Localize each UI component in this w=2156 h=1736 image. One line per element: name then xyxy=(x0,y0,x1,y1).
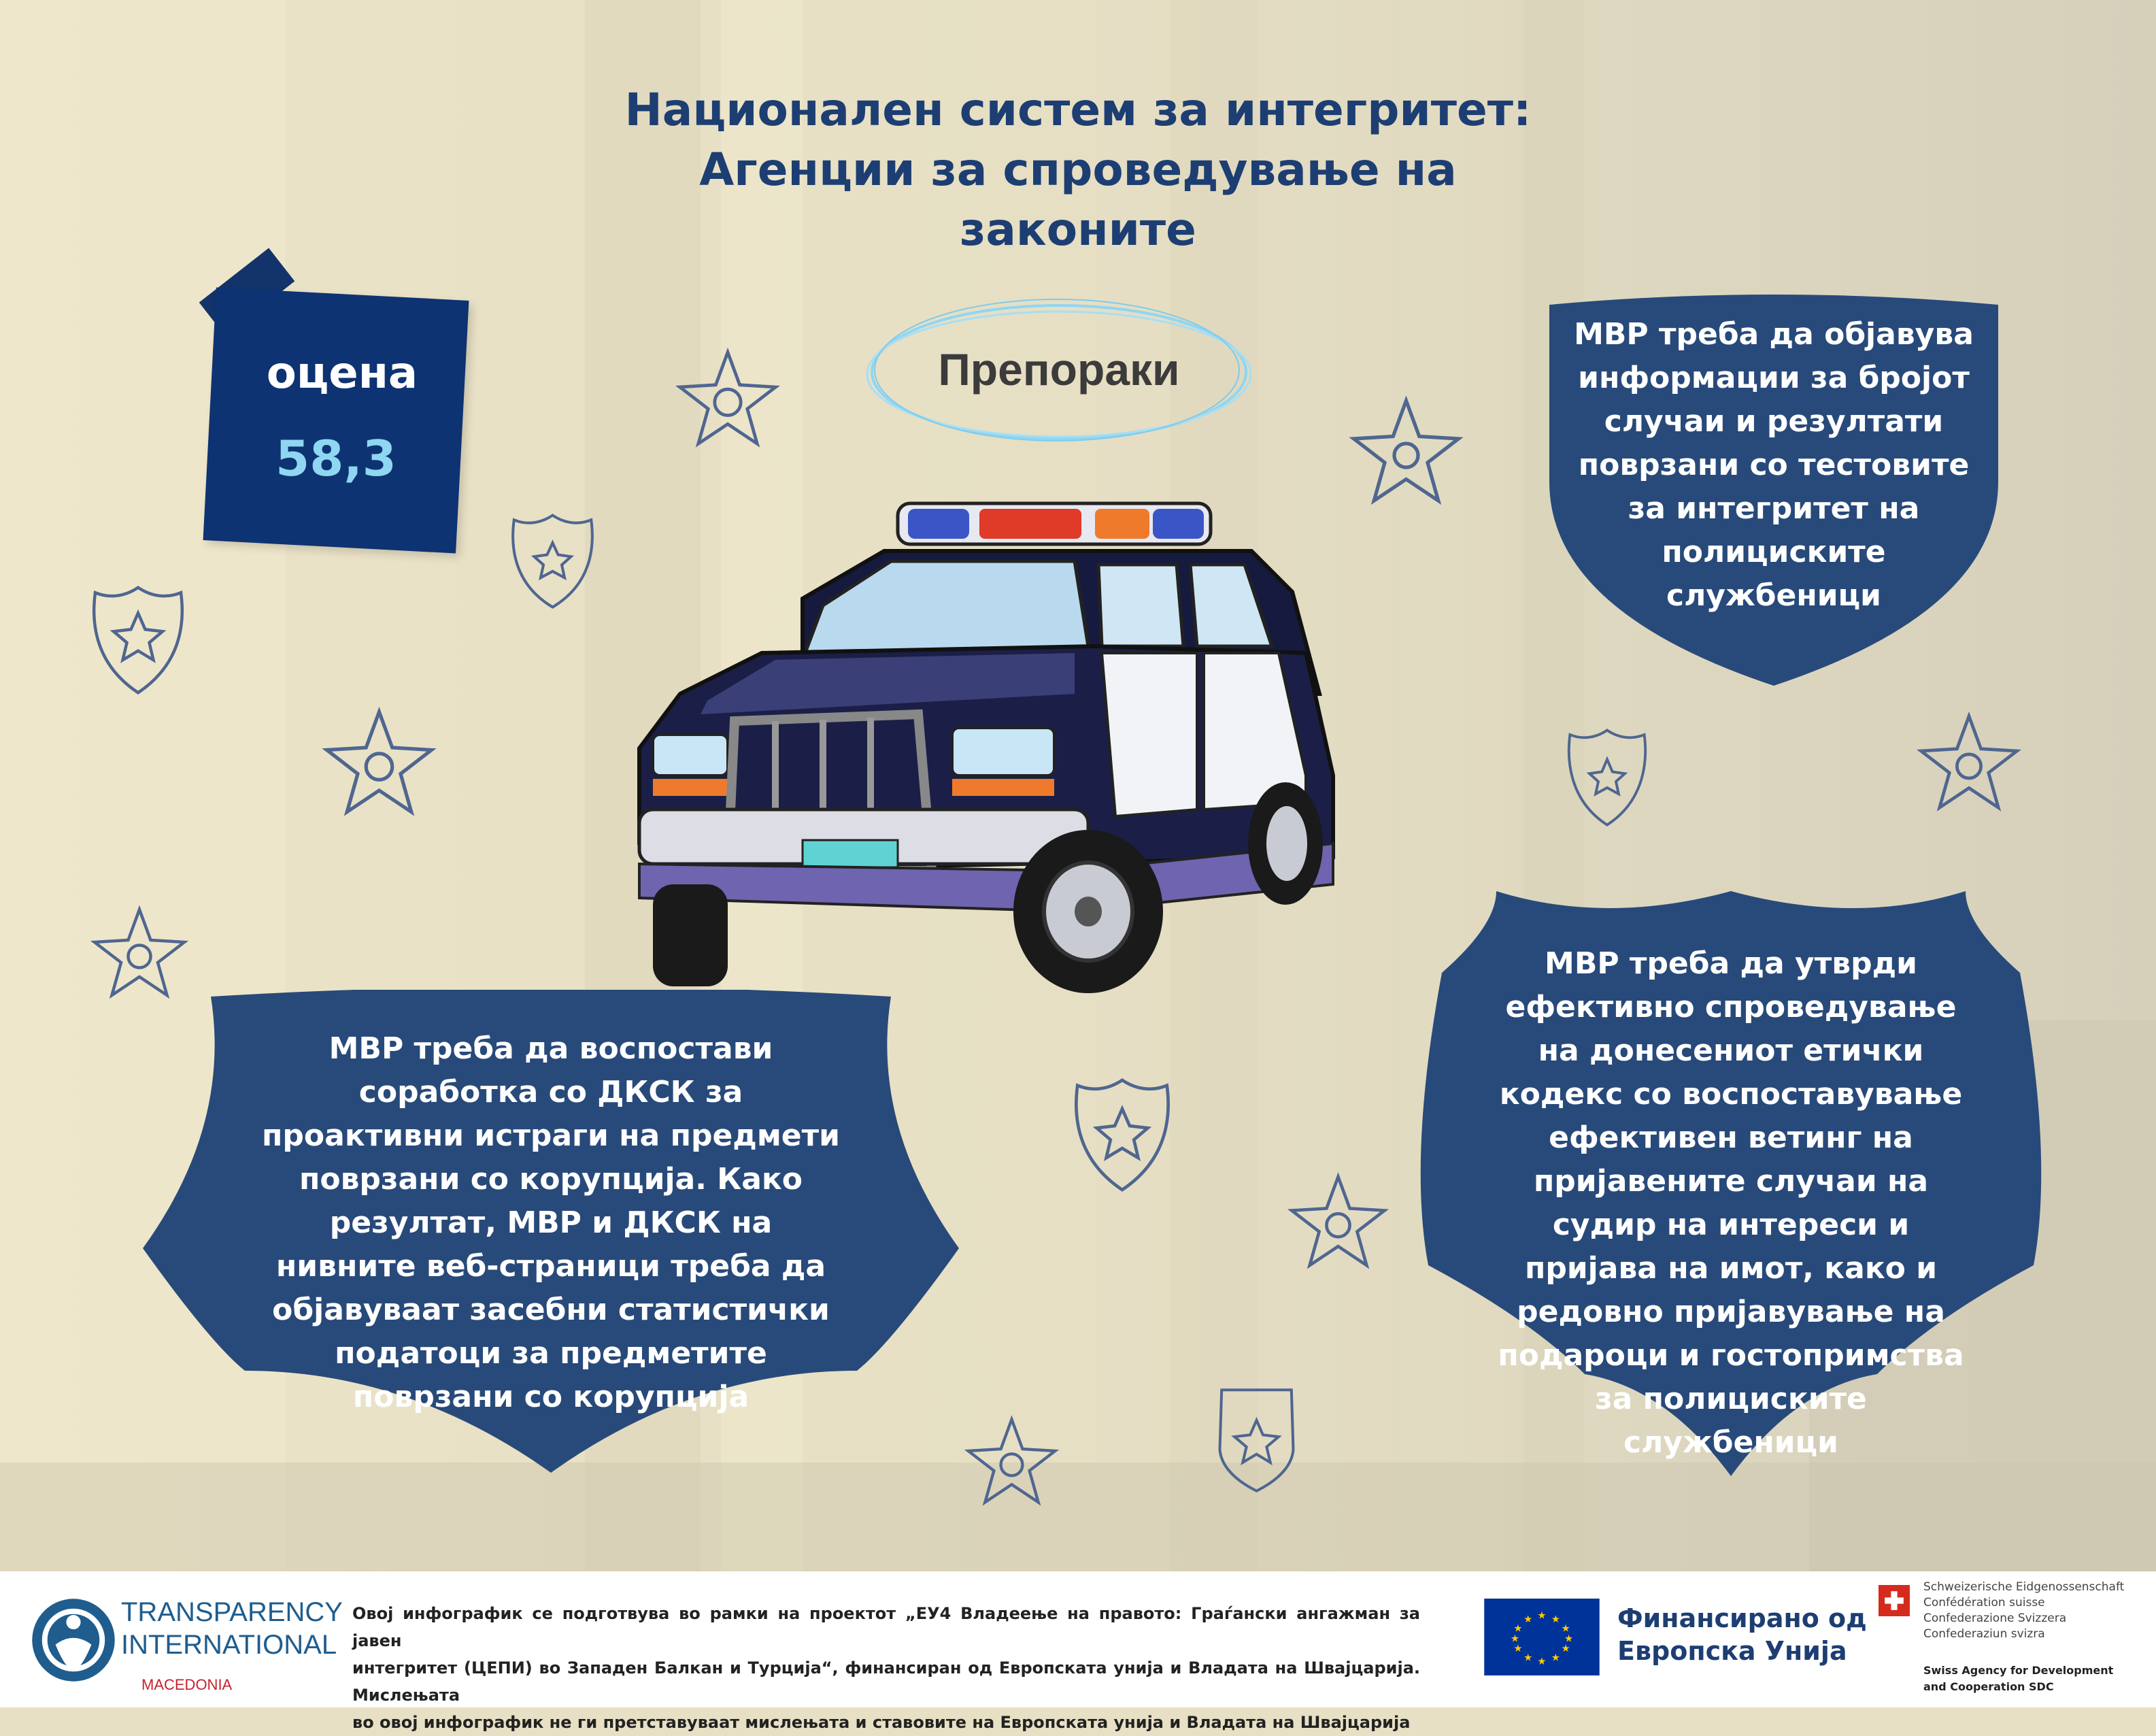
recommendation-3-line: службеници xyxy=(1623,1425,1838,1460)
recommendation-3-line: кодекс со воспоставување xyxy=(1499,1077,1963,1112)
ti-name-line-2: INTERNATIONAL xyxy=(121,1630,337,1660)
recommendation-1-line: поврзани со тестовите xyxy=(1578,448,1970,482)
recommendation-2-line: податоци за предметите xyxy=(335,1336,767,1371)
svg-text:★: ★ xyxy=(1551,1614,1560,1626)
recommendation-3-line: МВР треба да утврди xyxy=(1545,946,1917,981)
recommendation-1-line: за интегритет на xyxy=(1628,491,1920,526)
sheriff-star-icon-2 xyxy=(1347,391,1466,510)
recommendation-1-line: службеници xyxy=(1666,578,1881,613)
eu-funding-line-1: Финансирано од xyxy=(1617,1603,1867,1633)
recommendation-3-line: за полициските xyxy=(1595,1382,1867,1416)
recommendation-1-line: МВР треба да објавува xyxy=(1574,317,1974,352)
score-label: оцена xyxy=(266,348,418,399)
eu-funding-line-2: Европска Унија xyxy=(1617,1636,1847,1666)
svg-text:★: ★ xyxy=(1537,1656,1547,1668)
sheriff-star-icon-5 xyxy=(1915,707,2023,816)
svg-text:★: ★ xyxy=(1537,1609,1547,1622)
police-badge-icon-5 xyxy=(1211,1384,1302,1497)
recommendation-2-line: нивните веб-страници треба да xyxy=(275,1249,826,1284)
recommendation-3-line: редовно пријавување на xyxy=(1517,1295,1945,1329)
sheriff-star-icon-7 xyxy=(962,1412,1061,1510)
sheriff-star-icon-3 xyxy=(320,697,439,827)
recommendation-3-line: пријавените случаи на xyxy=(1533,1164,1929,1199)
swiss-confederation-line: Schweizerische Eidgenossenschaft xyxy=(1923,1580,2125,1594)
recommendation-3-line: ефективен ветинг на xyxy=(1549,1120,1913,1155)
recommendation-3 xyxy=(1401,942,2061,1465)
page-title xyxy=(0,80,2156,260)
recommendations-label: Препораки xyxy=(938,344,1180,395)
police-car-icon xyxy=(599,490,1353,1020)
svg-text:★: ★ xyxy=(1523,1652,1533,1664)
sheriff-star-icon xyxy=(673,344,782,452)
recommendation-1-line: случаи и резултати xyxy=(1604,404,1944,439)
svg-text:★: ★ xyxy=(1523,1614,1533,1626)
recommendation-3-line: ефективно спроведување xyxy=(1505,990,1957,1024)
sdc-line: Swiss Agency for Development xyxy=(1923,1664,2114,1677)
disclaimer-line: интегритет (ЦЕПИ) во Западен Балкан и Турција“, финансиран од Европската унија и Владата на Швајцарија. Мислењата xyxy=(352,1658,1420,1705)
title-line-2: Агенции за спроведување на xyxy=(699,144,1457,196)
svg-text:★: ★ xyxy=(1561,1622,1570,1635)
score-value: 58,3 xyxy=(275,430,397,487)
recommendation-2 xyxy=(136,1027,966,1419)
score-card xyxy=(203,288,469,554)
recommendation-3-line: пријава на имот, како и xyxy=(1524,1251,1938,1286)
police-badge-icon-3 xyxy=(1563,724,1651,833)
sdc-line: and Cooperation SDC xyxy=(1923,1680,2054,1693)
ti-subtitle: MACEDONIA xyxy=(141,1676,233,1693)
svg-text:★: ★ xyxy=(1513,1622,1523,1635)
swiss-flag-icon xyxy=(1879,1585,1910,1616)
recommendation-1-line: полициските xyxy=(1662,535,1886,569)
transparency-international-logo-icon xyxy=(29,1595,118,1685)
recommendation-3-line: судир на интереси и xyxy=(1552,1207,1910,1242)
disclaimer xyxy=(352,1600,1420,1736)
swiss-confederation-line: Confederazione Svizzera xyxy=(1923,1612,2067,1625)
recommendation-2-line: проактивни истраги на предмети xyxy=(262,1118,840,1153)
ti-name-line-1: TRANSPARENCY xyxy=(121,1597,343,1627)
recommendation-2-line: објавуваат засебни статистички xyxy=(272,1292,830,1327)
disclaimer-line: во овој инфографик не ги претставуваат мислењата и ставовите на Европската унија и Владата на Швајцарија xyxy=(352,1713,1411,1732)
recommendation-2-line: резултат, МВР и ДКСК на xyxy=(329,1205,773,1240)
svg-text:★: ★ xyxy=(1561,1642,1570,1654)
swiss-confederation-line: Confederaziun svizra xyxy=(1923,1627,2045,1641)
svg-text:★: ★ xyxy=(1551,1652,1560,1664)
title-line-1: Национален систем за интегритет: xyxy=(624,84,1532,136)
eu-flag-icon xyxy=(1484,1599,1600,1675)
police-badge-icon-2 xyxy=(87,582,189,701)
title-line-3: законите xyxy=(960,203,1196,256)
recommendation-3-line: подароци и гостопримства xyxy=(1498,1338,1964,1373)
recommendation-1-line: информации за бројот xyxy=(1578,361,1970,395)
police-badge-icon-4 xyxy=(1068,1075,1177,1197)
recommendation-2-line: соработка со ДКСК за xyxy=(358,1075,743,1109)
sheriff-star-icon-6 xyxy=(1285,1163,1391,1279)
recommendation-1 xyxy=(1536,313,2012,618)
svg-text:★: ★ xyxy=(1564,1633,1574,1645)
swiss-confederation-line: Confédération suisse xyxy=(1923,1596,2045,1609)
svg-text:★: ★ xyxy=(1510,1633,1520,1645)
police-badge-icon xyxy=(507,510,599,612)
disclaimer-line: Овој инфографик се подготвува во рамки на проектот „ЕУ4 Владеење на правото: Граѓански ангажман за јавен xyxy=(352,1604,1420,1650)
recommendation-2-line: поврзани со корупција xyxy=(352,1380,749,1414)
recommendation-2-line: поврзани со корупција. Како xyxy=(299,1162,803,1197)
recommendation-3-line: на донесениот етички xyxy=(1538,1033,1924,1068)
svg-text:★: ★ xyxy=(1513,1642,1523,1654)
sheriff-star-icon-4 xyxy=(88,901,190,1003)
recommendation-2-line: МВР треба да воспостави xyxy=(329,1031,773,1066)
